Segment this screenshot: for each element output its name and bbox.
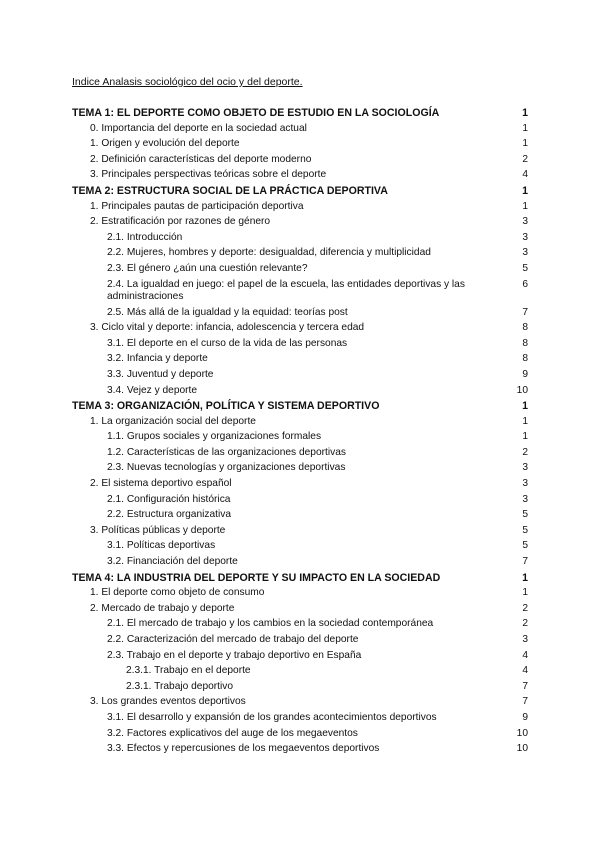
toc-page-number: 1 <box>522 587 528 599</box>
toc-page-number: 5 <box>522 262 528 274</box>
toc-entry[interactable] <box>72 509 528 525</box>
toc-entry-label: 2.3. Trabajo en el deporte y trabajo deportivo en España <box>107 649 362 661</box>
toc-entry-label: 2.2. Mujeres, hombres y deporte: desigualdad, diferencia y multiplicidad <box>107 247 431 259</box>
toc-entry[interactable] <box>72 279 528 307</box>
toc-section-heading[interactable] <box>72 185 528 201</box>
toc-page-number: 7 <box>522 306 528 318</box>
toc-entry[interactable] <box>72 169 528 185</box>
toc-entry[interactable] <box>72 232 528 248</box>
toc-entry[interactable] <box>72 587 528 603</box>
table-of-contents <box>72 107 528 759</box>
toc-entry[interactable] <box>72 201 528 217</box>
toc-page-number: 8 <box>522 322 528 334</box>
toc-entry[interactable] <box>72 369 528 385</box>
toc-entry-label: 3.1. El desarrollo y expansión de los grandes acontecimientos deportivos <box>107 711 437 723</box>
toc-entry[interactable] <box>72 263 528 279</box>
toc-entry[interactable] <box>72 540 528 556</box>
toc-page-number: 7 <box>522 680 528 692</box>
toc-entry-label: TEMA 1: EL DEPORTE COMO OBJETO DE ESTUDIO EN LA SOCIOLOGÍA <box>72 107 440 119</box>
toc-page-number: 2 <box>522 602 528 614</box>
toc-page-number: 10 <box>516 384 528 396</box>
toc-page-number: 4 <box>522 169 528 181</box>
toc-entry-label: 1. Principales pautas de participación deportiva <box>90 200 304 212</box>
toc-entry[interactable] <box>72 431 528 447</box>
toc-page-number: 2 <box>522 153 528 165</box>
toc-page-number: 1 <box>522 200 528 212</box>
toc-entry-label: 2. Definición características del deporte moderno <box>90 153 312 165</box>
toc-entry[interactable] <box>72 385 528 401</box>
toc-entry[interactable] <box>72 556 528 572</box>
toc-page-number: 9 <box>522 368 528 380</box>
toc-entry[interactable] <box>72 154 528 170</box>
toc-page-number: 3 <box>522 462 528 474</box>
toc-entry[interactable] <box>72 462 528 478</box>
toc-entry-label: 2.3.1. Trabajo deportivo <box>126 680 234 692</box>
toc-page-number: 6 <box>522 278 528 290</box>
toc-entry[interactable] <box>72 665 528 681</box>
toc-entry[interactable] <box>72 696 528 712</box>
toc-entry-label: 3. Principales perspectivas teóricas sobre el deporte <box>90 169 327 181</box>
toc-section-heading[interactable] <box>72 107 528 123</box>
toc-page-number: 8 <box>522 337 528 349</box>
toc-entry[interactable] <box>72 338 528 354</box>
toc-entry[interactable] <box>72 416 528 432</box>
toc-page-number: 5 <box>522 540 528 552</box>
toc-page-number: 1 <box>522 184 528 197</box>
toc-entry-label: 2.3. El género ¿aún una cuestión relevante? <box>107 262 308 274</box>
toc-entry-label: 2.1. Configuración histórica <box>107 493 231 505</box>
toc-entry[interactable] <box>72 353 528 369</box>
toc-page-number: 7 <box>522 696 528 708</box>
toc-entry-label: 3.2. Infancia y deporte <box>107 353 208 365</box>
toc-page-number: 1 <box>522 415 528 427</box>
toc-entry-label: TEMA 2: ESTRUCTURA SOCIAL DE LA PRÁCTICA DEPORTIVA <box>72 184 388 197</box>
toc-entry-label: 3.3. Juventud y deporte <box>107 368 214 380</box>
toc-entry-label: 2. El sistema deportivo español <box>90 478 232 490</box>
toc-entry-label: 3.4. Vejez y deporte <box>107 384 198 396</box>
toc-entry-label: 2.3. Nuevas tecnologías y organizaciones deportivas <box>107 462 346 474</box>
toc-page-number: 8 <box>522 353 528 365</box>
toc-entry[interactable] <box>72 123 528 139</box>
toc-page-number: 9 <box>522 711 528 723</box>
toc-entry-label: 2. Mercado de trabajo y deporte <box>90 602 235 614</box>
toc-page-number: 1 <box>522 431 528 443</box>
toc-entry-label: 3. Ciclo vital y deporte: infancia, adolescencia y tercera edad <box>90 322 365 334</box>
toc-section-heading[interactable] <box>72 572 528 588</box>
toc-entry[interactable] <box>72 728 528 744</box>
toc-entry-label: 3.2. Factores explicativos del auge de los megaeventos <box>107 727 358 739</box>
toc-entry[interactable] <box>72 322 528 338</box>
toc-entry[interactable] <box>72 743 528 759</box>
toc-page-number: 1 <box>522 571 528 584</box>
toc-entry[interactable] <box>72 650 528 666</box>
toc-page-number: 1 <box>522 107 528 119</box>
toc-entry[interactable] <box>72 603 528 619</box>
toc-page-number: 2 <box>522 446 528 458</box>
toc-page-number: 3 <box>522 247 528 259</box>
toc-entry[interactable] <box>72 525 528 541</box>
toc-page-number: 1 <box>522 400 528 413</box>
toc-entry-label: 1.1. Grupos sociales y organizaciones formales <box>107 431 322 443</box>
toc-entry[interactable] <box>72 618 528 634</box>
toc-page-number: 3 <box>522 478 528 490</box>
toc-entry-label: 2.1. El mercado de trabajo y los cambios en la sociedad contemporánea <box>107 618 434 630</box>
toc-entry-label: 1. La organización social del deporte <box>90 415 256 427</box>
toc-page-number: 7 <box>522 556 528 568</box>
toc-entry-label: 1.2. Características de las organizaciones deportivas <box>107 446 346 458</box>
toc-entry[interactable] <box>72 447 528 463</box>
toc-entry-label: 2.2. Estructura organizativa <box>107 509 232 521</box>
toc-page-number: 1 <box>522 138 528 150</box>
toc-entry-label: 3.1. Políticas deportivas <box>107 540 216 552</box>
toc-entry[interactable] <box>72 307 528 323</box>
toc-entry[interactable] <box>72 494 528 510</box>
toc-page-number: 3 <box>522 493 528 505</box>
toc-entry-label: 1. Origen y evolución del deporte <box>90 138 240 150</box>
toc-page-number: 5 <box>522 509 528 521</box>
toc-entry-label: 2.3.1. Trabajo en el deporte <box>126 665 251 677</box>
toc-page-number: 3 <box>522 634 528 645</box>
toc-page-number: 10 <box>516 743 528 755</box>
toc-entry-label: 3. Los grandes eventos deportivos <box>90 696 246 708</box>
toc-entry-label: 3.1. El deporte en el curso de la vida de las personas <box>107 337 348 349</box>
toc-page-number: 2 <box>522 618 528 630</box>
document-title: Indice Analasis sociológico del ocio y del deporte. <box>72 76 303 88</box>
toc-page-number: 3 <box>522 231 528 243</box>
toc-entry[interactable] <box>72 247 528 263</box>
toc-entry[interactable] <box>72 712 528 728</box>
toc-entry-label: 2. Estratificación por razones de género <box>90 216 271 228</box>
toc-page-number: 5 <box>522 524 528 536</box>
toc-page-number: 4 <box>522 649 528 661</box>
toc-entry-label: TEMA 3: ORGANIZACIÓN, POLÍTICA Y SISTEMA DEPORTIVO <box>72 400 380 413</box>
toc-entry[interactable] <box>72 681 528 697</box>
toc-entry-label: 3.2. Financiación del deporte <box>107 556 238 568</box>
toc-page-number: 4 <box>522 665 528 677</box>
toc-entry-label: 0. Importancia del deporte en la sociedad actual <box>90 122 307 134</box>
toc-entry[interactable] <box>72 138 528 154</box>
toc-page-number: 10 <box>516 727 528 739</box>
toc-entry-label: 2.4. La igualdad en juego: el papel de la escuela, las entidades deportivas y las administraciones <box>107 278 465 302</box>
toc-entry-label: 2.2. Caracterización del mercado de trabajo del deporte <box>107 634 359 645</box>
toc-entry-label: 2.5. Más allá de la igualdad y la equidad: teorías post <box>107 306 348 318</box>
toc-entry-label: TEMA 4: LA INDUSTRIA DEL DEPORTE Y SU IMPACTO EN LA SOCIEDAD <box>72 571 441 584</box>
toc-page-number: 3 <box>522 216 528 228</box>
toc-entry-label: 3. Políticas públicas y deporte <box>90 524 226 536</box>
toc-entry[interactable] <box>72 478 528 494</box>
toc-section-heading[interactable] <box>72 400 528 416</box>
toc-entry[interactable] <box>72 634 528 650</box>
toc-entry-label: 1. El deporte como objeto de consumo <box>90 587 265 599</box>
toc-entry-label: 2.1. Introducción <box>107 231 183 243</box>
toc-entry[interactable] <box>72 216 528 232</box>
toc-entry-label: 3.3. Efectos y repercusiones de los megaeventos deportivos <box>107 743 380 755</box>
toc-page-number: 1 <box>522 122 528 134</box>
